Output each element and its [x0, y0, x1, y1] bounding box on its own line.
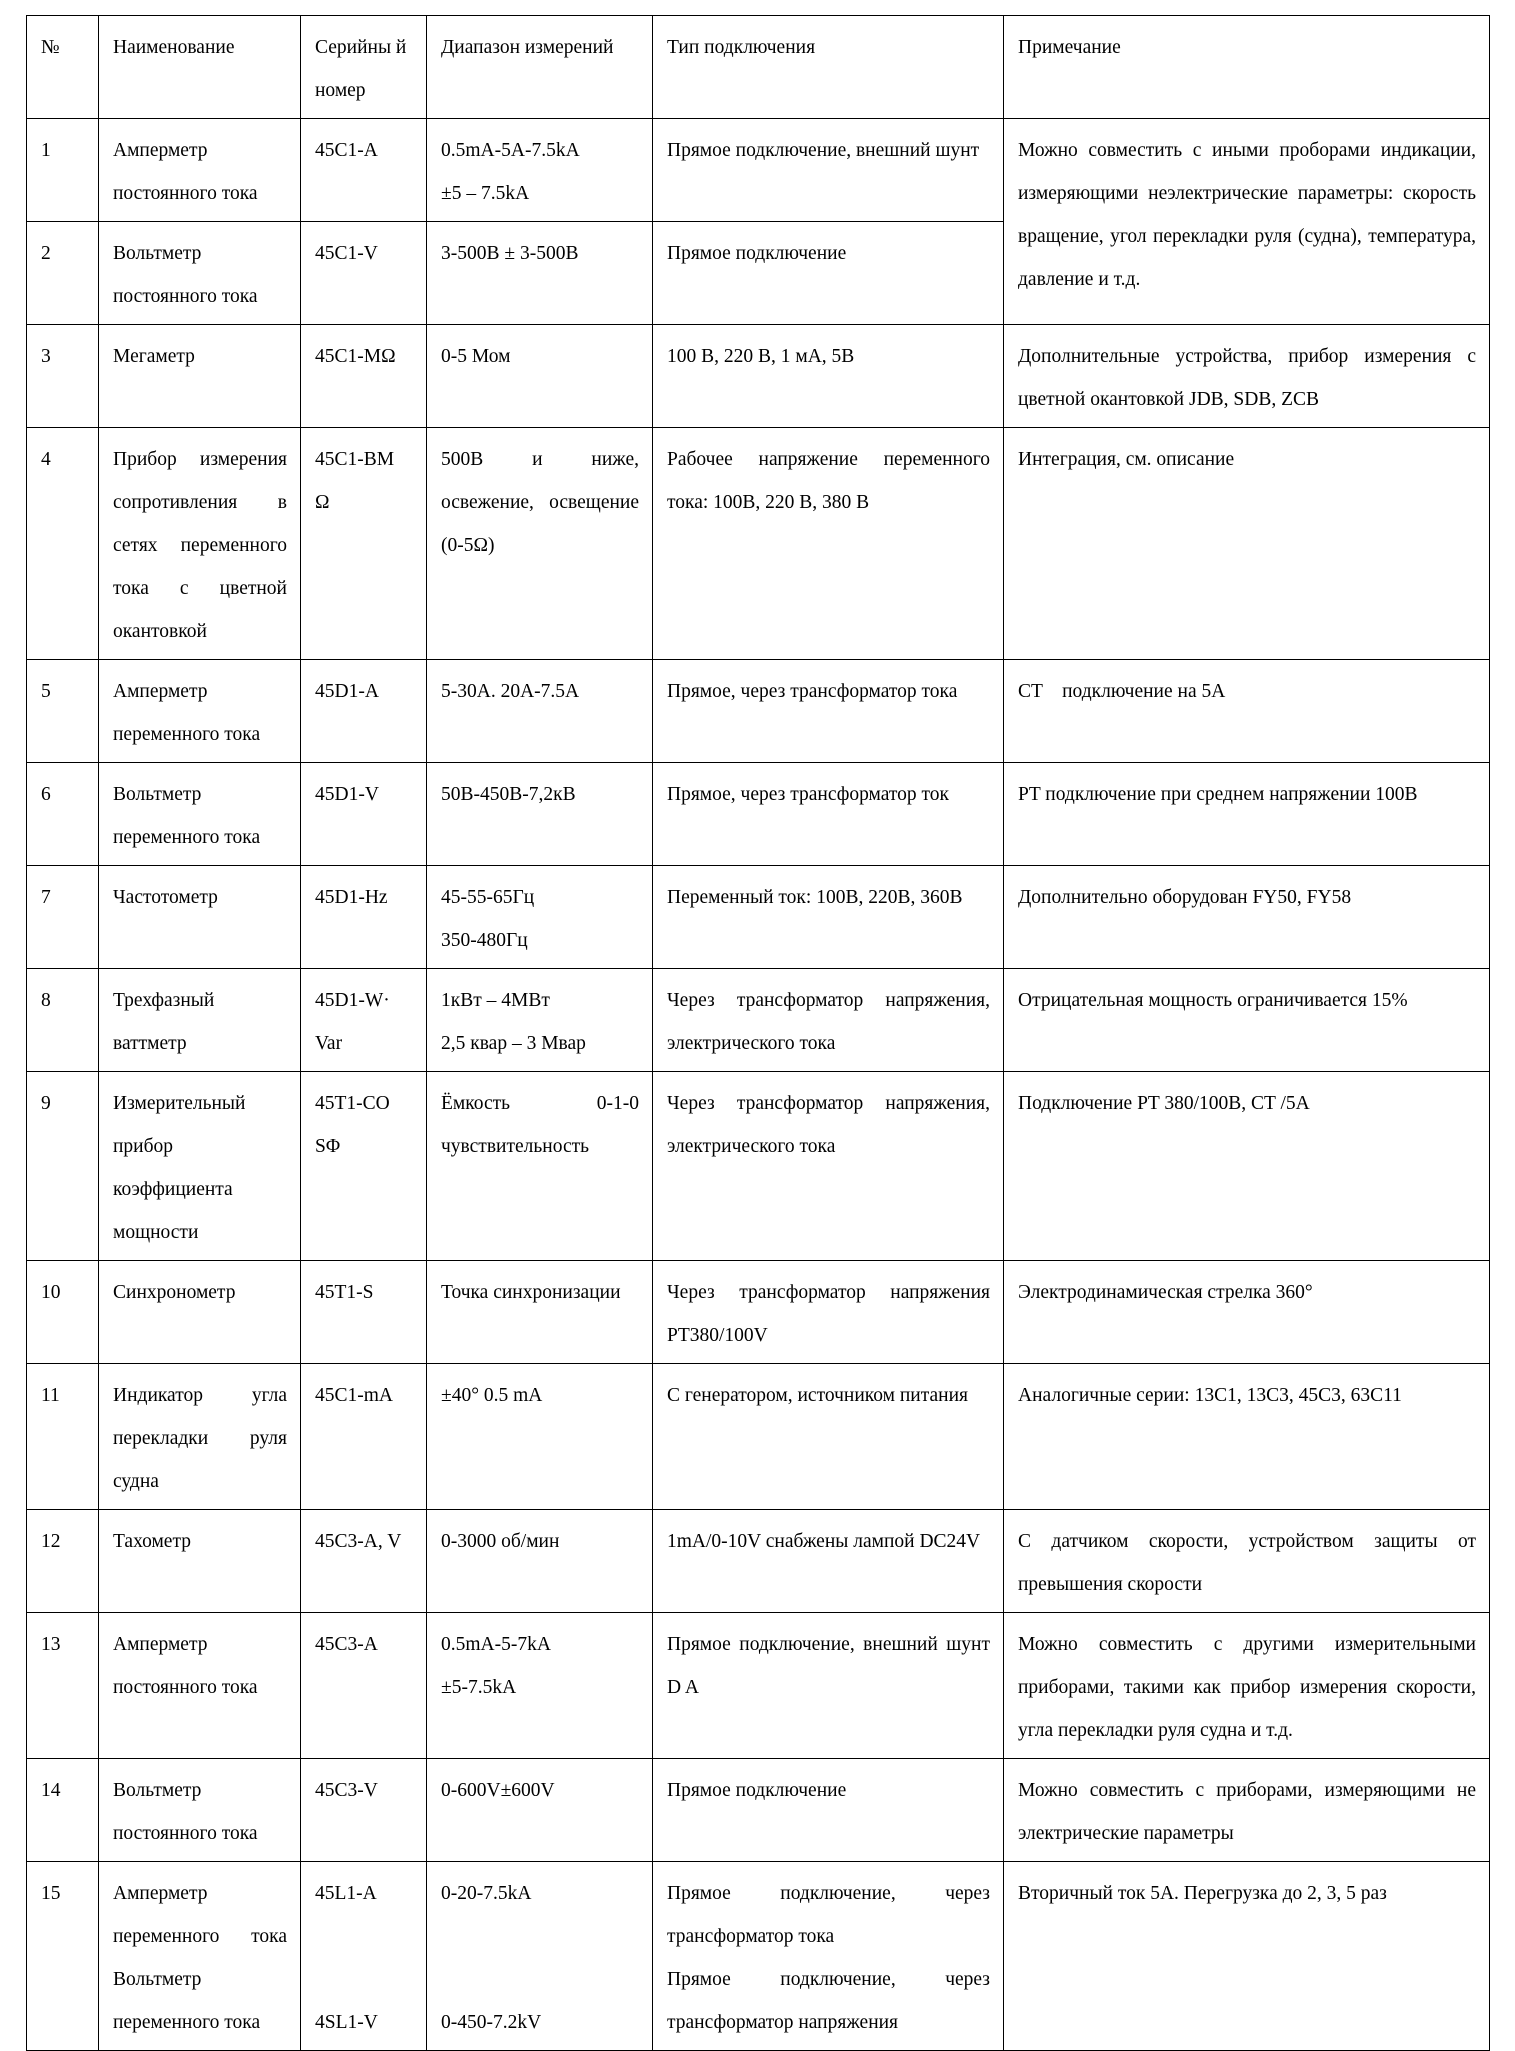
table-row: [27, 428, 1490, 660]
row-name: Вольтметр переменного тока: [99, 763, 301, 866]
row-name: Амперметр переменного тока: [99, 660, 301, 763]
row-name: Вольтметр постоянного тока: [99, 1759, 301, 1862]
row-serial: 45C1-BM Ω: [301, 428, 427, 660]
row-serial: 45D1-Hz: [301, 866, 427, 969]
row-serial: 45C1-MΩ: [301, 325, 427, 428]
row-range: 0-5 Мом: [427, 325, 653, 428]
row-connection: Прямое подключение: [653, 1759, 1004, 1862]
row-number: 5: [27, 660, 99, 763]
row-note: Электродинамическая стрелка 360°: [1004, 1261, 1490, 1364]
row-serial: 45C3-A, V: [301, 1510, 427, 1613]
row-connection: Через трансформатор напряжения, электрического тока: [653, 969, 1004, 1072]
row-name: Амперметр постоянного тока: [99, 1613, 301, 1759]
row-serial: 45T1-S: [301, 1261, 427, 1364]
row-name: Мегаметр: [99, 325, 301, 428]
row-connection: Прямое, через трансформатор ток: [653, 763, 1004, 866]
row-connection: 100 В, 220 В, 1 мА, 5В: [653, 325, 1004, 428]
table-row: [27, 969, 1490, 1072]
row-number: 6: [27, 763, 99, 866]
row-range: 1кВт – 4МВт 2,5 квар – 3 Мвар: [427, 969, 653, 1072]
row-connection: Рабочее напряжение переменного тока: 100В, 220 В, 380 В: [653, 428, 1004, 660]
row-name: Трехфазный ваттметр: [99, 969, 301, 1072]
row-range: 5-30A. 20A-7.5A: [427, 660, 653, 763]
table-row: [27, 325, 1490, 428]
row-note: Дополнительные устройства, прибор измерения с цветной окантовкой JDB, SDB, ZCB: [1004, 325, 1490, 428]
row-note: Интеграция, см. описание: [1004, 428, 1490, 660]
row-number: 9: [27, 1072, 99, 1261]
row-range: 3-500В ± 3-500В: [427, 222, 653, 325]
header-connection: Тип подключения: [653, 16, 1004, 119]
header-num: №: [27, 16, 99, 119]
row-serial: 45C3-V: [301, 1759, 427, 1862]
row-range: ±40° 0.5 mA: [427, 1364, 653, 1510]
row-range: Точка синхронизации: [427, 1261, 653, 1364]
row-number: 12: [27, 1510, 99, 1613]
row-note: Аналогичные серии: 13C1, 13C3, 45C3, 63C11: [1004, 1364, 1490, 1510]
row-serial: 45C1-mA: [301, 1364, 427, 1510]
row-name: Синхронометр: [99, 1261, 301, 1364]
header-row: [27, 16, 1490, 119]
row-serial: 45D1-W· Var: [301, 969, 427, 1072]
row-name: Тахометр: [99, 1510, 301, 1613]
table-row: [27, 660, 1490, 763]
row-note: Можно совместить с другими измерительными приборами, такими как прибор измерения скорости, угла перекладки руля судна и т.д.: [1004, 1613, 1490, 1759]
row-range: 0.5mA-5A-7.5kA ±5 – 7.5kA: [427, 119, 653, 222]
row-range: 50В-450В-7,2кВ: [427, 763, 653, 866]
row-number: 11: [27, 1364, 99, 1510]
row-note: CT подключение на 5A: [1004, 660, 1490, 763]
row-number: 15: [27, 1862, 99, 2051]
row-number: 7: [27, 866, 99, 969]
row-connection: 1mA/0-10V снабжены лампой DC24V: [653, 1510, 1004, 1613]
row-note: PT подключение при среднем напряжении 100В: [1004, 763, 1490, 866]
row-name: Прибор измерения сопротивления в сетях переменного тока с цветной окантовкой: [99, 428, 301, 660]
row-number: 4: [27, 428, 99, 660]
row-name: Частотометр: [99, 866, 301, 969]
row-connection: Переменный ток: 100В, 220В, 360В: [653, 866, 1004, 969]
table-row: [27, 119, 1490, 222]
row-note-merged: Можно совместить с иными проборами индикации, измеряющими неэлектрические параметры: скорость вращение, угол перекладки руля (судна), температура, давление и т.д.: [1004, 119, 1490, 325]
row-serial: 45C1-V: [301, 222, 427, 325]
row-connection: Прямое, через трансформатор тока: [653, 660, 1004, 763]
row-name: Амперметр постоянного тока: [99, 119, 301, 222]
row-name: Измерительный прибор коэффициента мощности: [99, 1072, 301, 1261]
instrument-table: [26, 15, 1490, 2051]
table-row: [27, 1759, 1490, 1862]
row-number: 10: [27, 1261, 99, 1364]
header-serial: Серийны й номер: [301, 16, 427, 119]
row-range: 0-3000 об/мин: [427, 1510, 653, 1613]
row-serial: 45D1-A: [301, 660, 427, 763]
row-range: 0-600V±600V: [427, 1759, 653, 1862]
row-serial: 45D1-V: [301, 763, 427, 866]
row-number: 8: [27, 969, 99, 1072]
row-number: 2: [27, 222, 99, 325]
row-number: 14: [27, 1759, 99, 1862]
row-number: 13: [27, 1613, 99, 1759]
header-range: Диапазон измерений: [427, 16, 653, 119]
header-name: Наименование: [99, 16, 301, 119]
row-connection: Прямое подключение, внешний шунт: [653, 119, 1004, 222]
row-connection: С генератором, источником питания: [653, 1364, 1004, 1510]
row-range: 45-55-65Гц 350-480Гц: [427, 866, 653, 969]
table-row: [27, 1261, 1490, 1364]
header-note: Примечание: [1004, 16, 1490, 119]
row-name: Индикатор угла перекладки руля судна: [99, 1364, 301, 1510]
row-serial: 45L1-A 4SL1-V: [301, 1862, 427, 2051]
row-connection: Через трансформатор напряжения PT380/100V: [653, 1261, 1004, 1364]
row-note: Можно совместить с приборами, измеряющими не электрические параметры: [1004, 1759, 1490, 1862]
row-connection: Прямое подключение, через трансформатор тока Прямое подключение, через трансформатор напряжения: [653, 1862, 1004, 2051]
row-serial: 45C3-A: [301, 1613, 427, 1759]
row-name: Амперметр переменного тока Вольтметр переменного тока: [99, 1862, 301, 2051]
row-note: Подключение PT 380/100В, CT /5A: [1004, 1072, 1490, 1261]
row-connection: Прямое подключение: [653, 222, 1004, 325]
row-connection: Прямое подключение, внешний шунт D A: [653, 1613, 1004, 1759]
row-range: Ёмкость 0-1-0 чувствительность: [427, 1072, 653, 1261]
row-name: Вольтметр постоянного тока: [99, 222, 301, 325]
table-row: [27, 1510, 1490, 1613]
row-range: 500В и ниже, освежение, освещение (0-5Ω): [427, 428, 653, 660]
row-range: 0.5mA-5-7kA ±5-7.5kA: [427, 1613, 653, 1759]
row-note: Отрицательная мощность ограничивается 15%: [1004, 969, 1490, 1072]
row-number: 1: [27, 119, 99, 222]
row-range: 0-20-7.5kA 0-450-7.2kV: [427, 1862, 653, 2051]
row-connection: Через трансформатор напряжения, электрического тока: [653, 1072, 1004, 1261]
table-row: [27, 1862, 1490, 2051]
table-row: [27, 1613, 1490, 1759]
row-number: 3: [27, 325, 99, 428]
table-row: [27, 1364, 1490, 1510]
row-note: С датчиком скорости, устройством защиты от превышения скорости: [1004, 1510, 1490, 1613]
row-serial: 45T1-CO SΦ: [301, 1072, 427, 1261]
row-note: Вторичный ток 5A. Перегрузка до 2, 3, 5 раз: [1004, 1862, 1490, 2051]
row-serial: 45C1-A: [301, 119, 427, 222]
table-row: [27, 1072, 1490, 1261]
table-row: [27, 866, 1490, 969]
table-row: [27, 763, 1490, 866]
row-note: Дополнительно оборудован FY50, FY58: [1004, 866, 1490, 969]
